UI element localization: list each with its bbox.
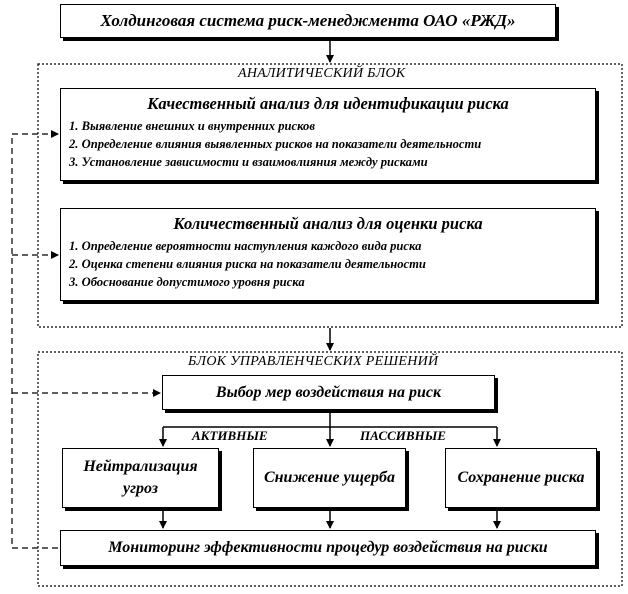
neutralization-box	[62, 448, 219, 508]
active-measures-label: АКТИВНЫЕ	[192, 428, 268, 443]
qualitative-analysis-box	[60, 88, 596, 181]
analytic-block-label: АНАЛИТИЧЕСКИЙ БЛОК	[238, 66, 406, 81]
choice-of-measures-box	[162, 375, 495, 410]
risk-retention-box	[445, 448, 597, 508]
quantitative-item: 3. Обоснование допустимого уровня риска	[69, 275, 305, 289]
qualitative-item: 3. Установление зависимости и взаимовлияния между рисками	[69, 155, 428, 169]
passive-measures-label: ПАССИВНЫЕ	[360, 428, 446, 443]
quantitative-analysis-box	[60, 208, 596, 301]
risk-retention-text: Сохранение риска	[457, 469, 585, 486]
quantitative-analysis-title: Количественный анализ для оценки риска	[173, 214, 483, 233]
damage-reduction-box	[253, 448, 406, 508]
monitoring-box	[60, 530, 596, 566]
choice-of-measures-text: Выбор мер воздействия на риск	[215, 383, 442, 401]
monitoring-text: Мониторинг эффективности процедур воздействия на риски	[108, 539, 548, 556]
decision-block-label: БЛОК УПРАВЛЕНЧЕСКИХ РЕШЕНИЙ	[188, 354, 439, 369]
feedback-loop-line	[12, 134, 58, 548]
qualitative-analysis-title: Качественный анализ для идентификации риска	[147, 94, 509, 113]
damage-reduction-text: Снижение ущерба	[264, 469, 395, 486]
qualitative-item: 1. Выявление внешних и внутренних рисков	[69, 119, 315, 133]
main-title-box	[60, 4, 556, 38]
quantitative-item: 2. Оценка степени влияния риска на показатели деятельности	[69, 257, 426, 271]
main-title: Холдинговая система риск-менеджмента ОАО «РЖД»	[100, 11, 516, 30]
qualitative-item: 2. Определение влияния выявленных рисков на показатели деятельности	[69, 137, 482, 151]
neutralization-text: Нейтрализация угроз	[83, 458, 198, 497]
quantitative-item: 1. Определение вероятности наступления каждого вида риска	[69, 239, 422, 253]
